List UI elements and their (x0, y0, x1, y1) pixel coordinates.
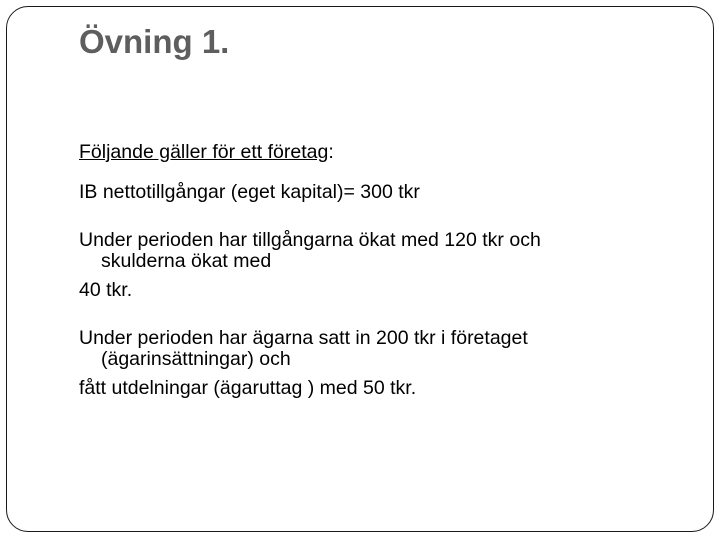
slide-content (79, 142, 679, 399)
paragraph-line-continuation: skulderna ökat med (101, 250, 272, 272)
intro-colon: : (328, 141, 334, 163)
paragraph-owner-transactions (79, 328, 679, 399)
paragraph-line-continuation: (ägarinsättningar) och (101, 348, 291, 370)
paragraph-opening-equity (79, 182, 679, 203)
paragraph-line: Under perioden har tillgångarna ökat med 120 tkr och (79, 229, 541, 251)
intro-paragraph (79, 142, 679, 163)
slide-title: Övning 1. (79, 23, 230, 60)
intro-text: Följande gäller för ett företag (79, 141, 329, 163)
paragraph-asset-change (79, 230, 679, 301)
paragraph-line: fått utdelningar (ägaruttag ) med 50 tkr. (79, 377, 417, 399)
paragraph-line: IB nettotillgångar (eget kapital)= 300 tkr (79, 181, 420, 203)
paragraph-line: Under perioden har ägarna satt in 200 tkr i företaget (79, 327, 528, 349)
paragraph-line: 40 tkr. (79, 279, 133, 301)
